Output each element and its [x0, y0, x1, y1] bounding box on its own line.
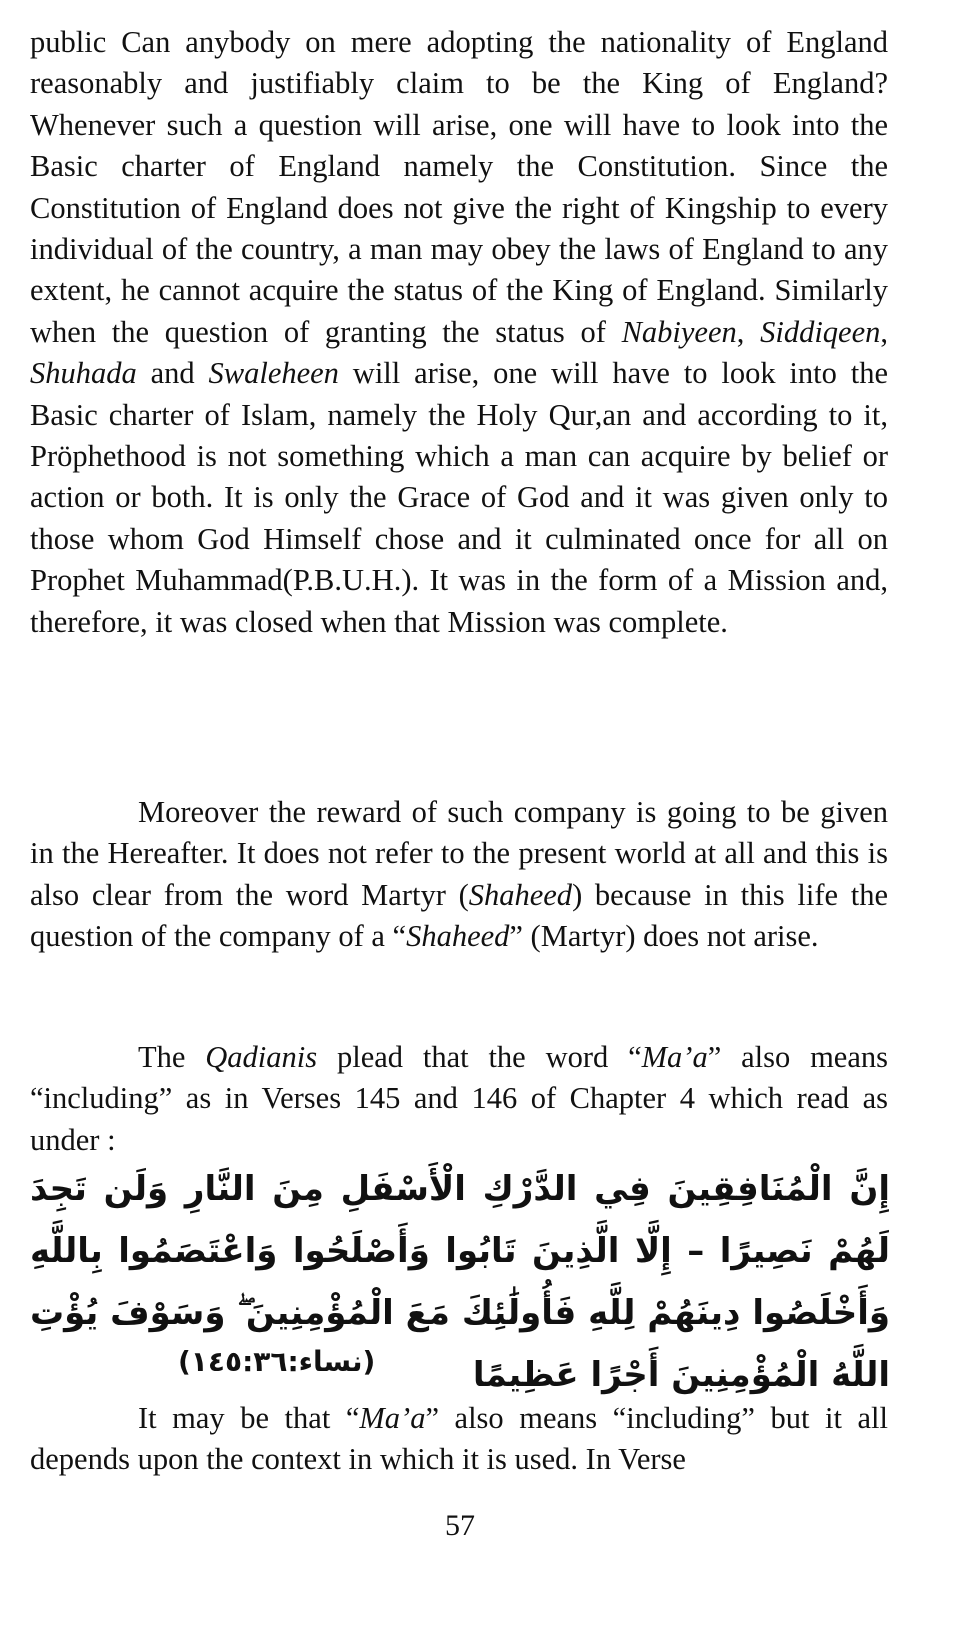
- arabic-verse-reference: (نساء:١٤٥:٣٦): [178, 1345, 376, 1378]
- separator-text: ,: [880, 314, 889, 349]
- body-paragraph-2: [30, 792, 888, 958]
- italic-term-shuhada: Shuhada: [30, 356, 137, 391]
- paragraph-text: It may be that “: [138, 1401, 360, 1435]
- body-paragraph-3: [30, 1037, 888, 1161]
- paragraph-text: public Can anybody on mere adopting the nationality of England reasonably and justifiably claim to be the King of England? Whenever such a question will arise, one will have to look into the Basic charter of England namely the Constitution. Since the Constitution of England does not give the right of Kingship to every individual of the country, a man may obey the laws of England to any extent, he cannot acquire the status of the King of England. Similarly when the question of granting the status of: [30, 25, 888, 349]
- paragraph-text: ” (Martyr) does not arise.: [509, 919, 819, 954]
- paragraph-text: The: [138, 1040, 206, 1074]
- paragraph-text: plead that the word “: [317, 1040, 642, 1074]
- paragraph-text: ” also means “including” but it all depends upon the context in which it is used. In Verse: [30, 1401, 889, 1477]
- paragraph-text: ) because in this life the question of the company of a “: [30, 877, 888, 954]
- paragraph-text: ” also means “including” as in Verses 145 and 146 of Chapter 4 which read as under :: [30, 1040, 889, 1157]
- paragraph-text: will arise, one will have to look into the Basic charter of Islam, namely the Holy Qur,an and according to it, Pröphethood is not something which a man can acquire by belief or action or both. It is only the Grace of God and it was given only to those whom God Himself chose and it culminated once for all on Prophet Muhammad(P.B.U.H.). It was in the form of a Mission and, therefore, it was closed when that Mission was complete.: [30, 356, 888, 639]
- italic-term-qadianis: Qadianis: [205, 1040, 318, 1074]
- italic-term-maa: Ma’a: [641, 1040, 708, 1074]
- page-number: 57: [445, 1509, 475, 1542]
- arabic-verse: إِنَّ الْمُنَافِقِينَ فِي الدَّرْكِ الْأَسْفَلِ مِنَ النَّارِ وَلَن تَجِدَ لَهُمْ نَصِيرًا – إِلَّا الَّذِينَ تَابُوا وَأَصْلَحُوا وَاعْتَصَمُوا بِاللَّهِ وَأَخْلَصُوا دِينَهُمْ لِلَّهِ فَأُولَٰئِكَ مَعَ الْمُؤْمِنِينَ ۖ وَسَوْفَ يُؤْتِ اللَّهُ الْمُؤْمِنِينَ أَجْرًا عَظِيمًا: [30, 1169, 890, 1395]
- paragraph-text: Moreover the reward of such company is going to be given in the Hereafter. It does not refer to the present world at all and this is also clear from the word Martyr (: [30, 795, 888, 912]
- body-paragraph-4: [30, 1398, 888, 1481]
- italic-term-shaheed: Shaheed: [406, 919, 510, 954]
- italic-term-swaleheen: Swaleheen: [208, 356, 339, 391]
- italic-term-maa: Ma’a: [359, 1401, 426, 1435]
- italic-term-shaheed: Shaheed: [468, 877, 573, 912]
- separator-text: and: [136, 356, 209, 391]
- body-paragraph-1: [30, 22, 888, 643]
- separator-text: ,: [736, 314, 761, 349]
- italic-term-siddiqeen: Siddiqeen: [760, 314, 881, 349]
- italic-term-nabiyeen: Nabiyeen: [621, 314, 737, 349]
